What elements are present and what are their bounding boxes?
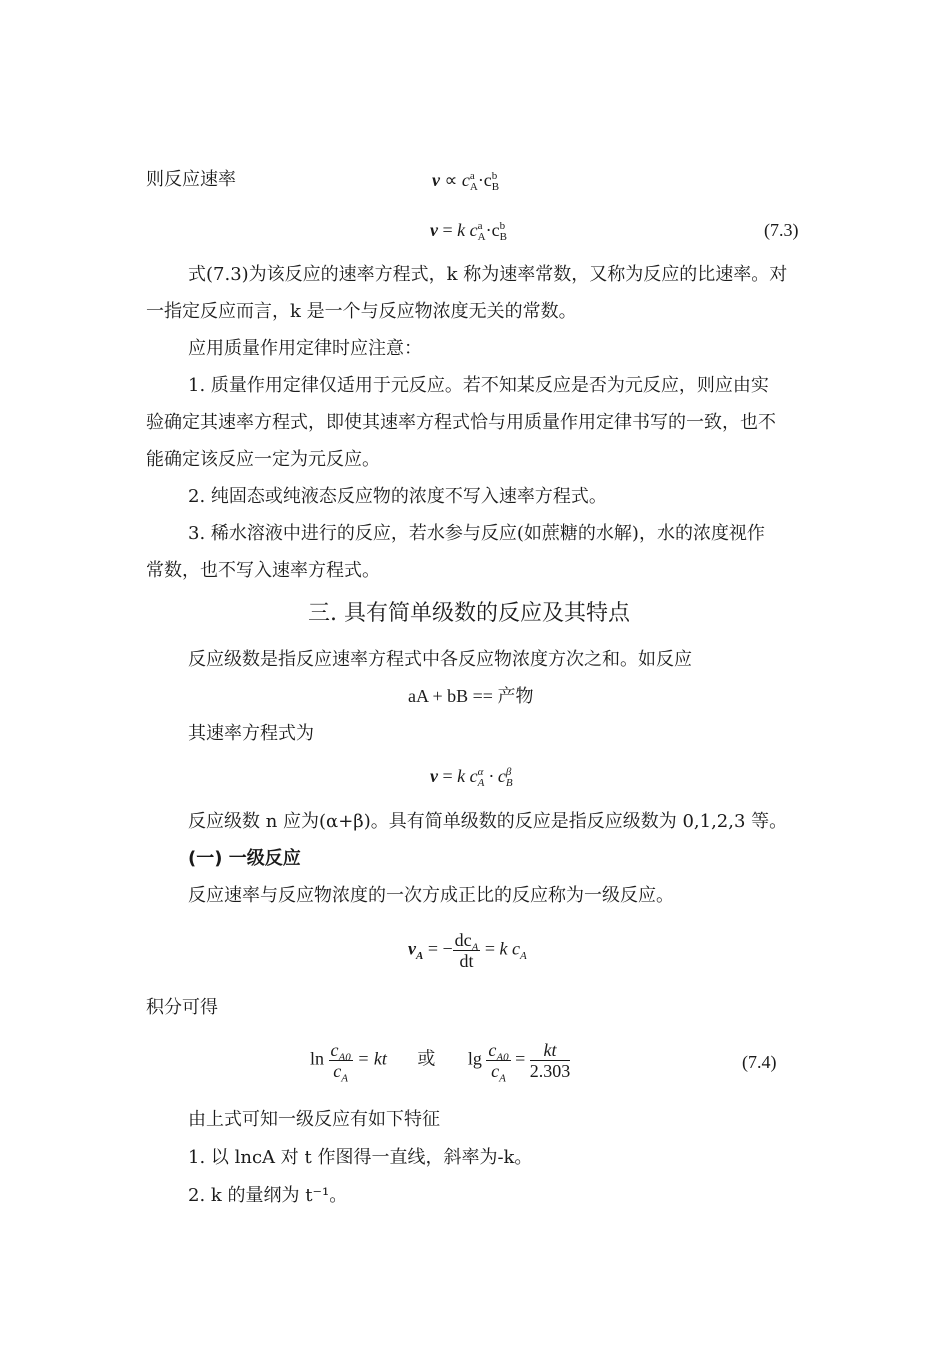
eq1-c: c	[461, 170, 470, 190]
eq5-den2-sub: A	[499, 1072, 506, 1085]
eq5-num2: c	[488, 1040, 497, 1060]
eq4-fraction	[453, 930, 481, 971]
eq4-equals-minus: = −	[423, 938, 453, 959]
equation-number-7-4: (7.4)	[742, 1052, 777, 1072]
eq5-num1: c	[330, 1040, 339, 1060]
eq3-alpha: α	[477, 765, 484, 778]
eq2-sub-B: B	[499, 230, 507, 243]
eq5-den2: c	[491, 1061, 500, 1081]
eq5-lg: lg	[467, 1048, 482, 1069]
eq2-exp-b: b	[499, 219, 506, 232]
eq3-equals: =	[438, 766, 458, 786]
eq5-den1-sub: A	[341, 1072, 348, 1085]
equation-integrated	[310, 1040, 571, 1085]
paragraph-7: 由上式可知一级反应有如下特征	[188, 1109, 440, 1130]
eq2-k: k	[457, 220, 466, 240]
item-3-line-2: 常数，也不写入速率方程式。	[146, 560, 380, 581]
eq4-numerator-sub: A	[471, 941, 479, 954]
feature-2: 2. k 的量纲为 t⁻¹。	[188, 1185, 348, 1206]
eq1-exp-a: a	[469, 169, 475, 182]
feature-1: 1. 以 lncA 对 t 作图得一直线，斜率为-k。	[188, 1147, 533, 1168]
eq1-v: v	[432, 170, 440, 190]
eq3-c: c	[469, 766, 478, 786]
eq4-v: v	[408, 938, 416, 959]
eq4-k: k	[499, 938, 508, 959]
eq1-sub-B: B	[491, 180, 500, 193]
equation-rate-orders	[430, 764, 513, 789]
paragraph-5: 反应级数 n 应为(α+β)。具有简单级数的反应是指反应级数为 0,1,2,3 等。	[188, 811, 788, 832]
eq5-rhs1: = kt	[352, 1048, 387, 1069]
equation-first-order-rate	[408, 930, 527, 971]
eq5-fraction-1	[329, 1040, 353, 1085]
paragraph-1-line-2: 一指定反应而言，k 是一个与反应物浓度无关的常数。	[146, 301, 577, 322]
eq5-den3: 2.303	[529, 1061, 571, 1081]
item-1-line-1: 1. 质量作用定律仅适用于元反应。若不知某反应是否为元反应，则应由实	[188, 375, 769, 396]
eq1-exp-b: b	[491, 169, 498, 182]
eq4-numerator: dc	[454, 930, 472, 950]
eq5-or: 或	[417, 1048, 436, 1070]
reaction-equation: aA + bB == 产物	[408, 686, 534, 706]
item-3-line-1: 3. 稀水溶液中进行的反应，若水参与反应(如蔗糖的水解)，水的浓度视作	[188, 523, 765, 544]
paragraph-1-line-1: 式(7.3)为该反应的速率方程式，k 称为速率常数，又称为反应的比速率。对	[188, 264, 788, 285]
eq5-num2-sub: A0	[496, 1051, 509, 1064]
rate-label: 则反应速率	[146, 169, 236, 190]
paragraph-6: 反应速率与反应物浓度的一次方成正比的反应称为一级反应。	[188, 885, 674, 906]
eq5-num1-sub: A0	[338, 1051, 351, 1064]
eq4-equals: =	[480, 938, 500, 959]
equation-rate-proportional	[432, 168, 499, 193]
item-1-line-2: 验确定其速率方程式，即使其速率方程式恰与用质量作用定律书写的一致，也不	[146, 412, 776, 433]
eq5-num3: kt	[543, 1040, 557, 1060]
eq5-equals: =	[510, 1048, 530, 1069]
eq2-c: c	[465, 220, 478, 240]
eq4-c-sub: A	[520, 950, 527, 963]
item-2: 2. 纯固态或纯液态反应物的浓度不写入速率方程式。	[188, 486, 607, 507]
eq5-fraction-3	[530, 1040, 571, 1081]
eq3-sub-B: B	[505, 776, 513, 789]
eq2-dot: ·c	[485, 220, 500, 240]
eq5-fraction-2	[486, 1040, 510, 1085]
eq3-beta: β	[505, 765, 512, 778]
eq1-prop: ∝	[444, 170, 458, 190]
eq2-v: v	[430, 220, 438, 240]
eq3-v: v	[430, 766, 438, 786]
eq4-denominator: dt	[459, 951, 474, 971]
eq5-ln: ln	[310, 1048, 325, 1069]
eq3-k: k	[457, 766, 466, 786]
eq5-den1: c	[333, 1061, 342, 1081]
eq3-dot: · c	[484, 766, 506, 786]
eq1-dot: ·c	[477, 170, 492, 190]
eq2-equals: =	[438, 220, 458, 240]
eq4-sub: A	[416, 950, 424, 963]
section-heading: 三. 具有简单级数的反应及其特点	[308, 601, 630, 626]
integral-label: 积分可得	[146, 997, 218, 1018]
paragraph-2: 应用质量作用定律时应注意：	[188, 338, 422, 359]
item-1-line-3: 能确定该反应一定为元反应。	[146, 449, 380, 470]
equation-rate-law	[430, 218, 507, 243]
eq4-c: c	[512, 938, 521, 959]
paragraph-4: 其速率方程式为	[188, 723, 314, 744]
paragraph-3: 反应级数是指反应速率方程式中各反应物浓度方次之和。如反应	[188, 649, 692, 670]
subsection-heading: (一) 一级反应	[188, 848, 301, 869]
equation-number-7-3: (7.3)	[764, 220, 799, 240]
eq1-sub-A: A	[469, 180, 478, 193]
eq2-exp-a: a	[477, 219, 483, 232]
eq3-sub-A: A	[477, 776, 485, 789]
eq2-sub-A: A	[477, 230, 486, 243]
